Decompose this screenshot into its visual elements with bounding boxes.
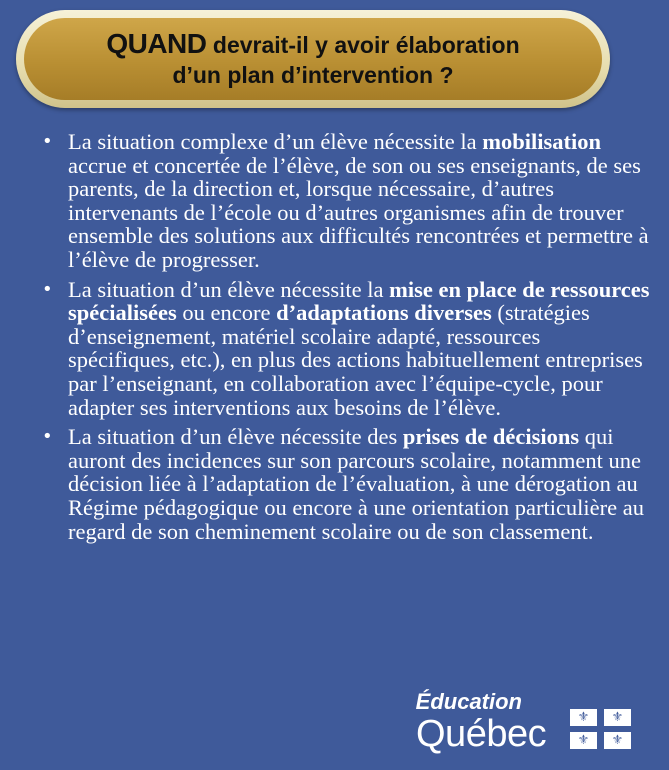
bullet-bold-text: prises de décisions [402, 424, 580, 450]
title-strong: QUAND [106, 27, 207, 59]
fleur-de-lis-icon: ⚜ [577, 710, 590, 725]
bullet-bold-text: d’adaptations diverses [276, 300, 492, 326]
bullet-bold-text: mobilisation [482, 129, 601, 154]
bullet-text: (stratégies d’enseignement, matériel scolaire adapté, ressources spécifiques, etc.), en plus des actions habituellement entreprises par l’enseignant, en collaboration avec l’équipe-cycle, pour adapter ses interventions aux besoins de l’élève. [68, 300, 643, 420]
bullet-dot: • [42, 426, 53, 448]
bullet-bold-text: mise en place de ressources spécialisées [68, 276, 650, 326]
bullet-dot: • [42, 131, 53, 152]
fleur-de-lis-icon: ⚜ [611, 710, 624, 725]
fleur-de-lis-icon: ⚜ [611, 733, 624, 748]
title-line-2: d’un plan d’intervention ? [172, 61, 454, 88]
education-quebec-logo [412, 690, 644, 756]
logo-quebec-text: Québec [416, 713, 547, 755]
title-banner [16, 10, 610, 108]
title-banner-inner [24, 18, 602, 100]
bullet-text: La situation complexe d’un élève nécessite la [68, 129, 483, 154]
bullet-list [40, 130, 652, 549]
bullet-text: La situation d’un élève nécessite la [68, 276, 390, 302]
bullet-item-1 [40, 130, 652, 272]
bullet-text: accrue et concertée de l’élève, de son ou ses enseignants, de ses parents, de la direction et, lorsque nécessaire, d’autres intervenants de l’école ou d’autres organismes afin de trouver ensemble des solutions aux difficultés rencontrées et permettre à l’élève de progresser. [68, 152, 649, 272]
bullet-text: La situation d’un élève nécessite des [68, 424, 403, 450]
bullet-item-3 [40, 425, 652, 543]
title-line-1 [106, 29, 519, 60]
bullet-dot: • [42, 278, 53, 300]
bullet-text: qui auront des incidences sur son parcours scolaire, notamment une décision liée à l’adaptation de l’évaluation, à une dérogation au Régime pédagogique ou encore à une orientation particulière au regard de son cheminement scolaire ou de son classement. [68, 424, 645, 544]
logo-education-text: Éducation [415, 689, 522, 714]
bullet-text: ou encore [176, 300, 277, 326]
bullet-item-2 [40, 278, 652, 420]
fleur-de-lis-icon: ⚜ [577, 733, 590, 748]
quebec-flag-icon [570, 709, 631, 749]
title-rest: devrait-il y avoir élaboration [206, 31, 520, 58]
